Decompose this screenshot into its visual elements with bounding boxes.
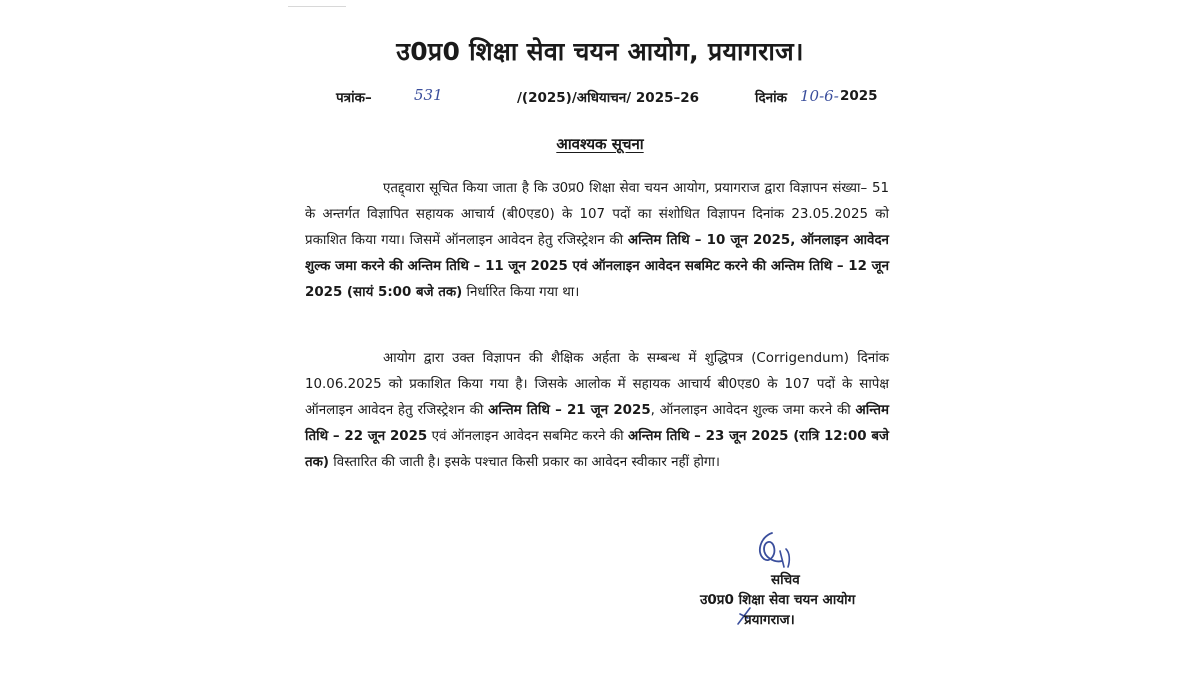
reference-label: पत्रांक– [336, 90, 372, 106]
paragraph-original-dates [305, 176, 889, 306]
subject-text: आवश्यक सूचना [556, 135, 644, 153]
fee-deadline: अन्तिम तिथि – 22 जून 2025 [305, 403, 889, 444]
paragraph2-text-3: एवं ऑनलाइन आवेदन सबमिट करने की [427, 429, 628, 444]
date-year: 2025 [840, 88, 878, 104]
paragraph2-text: आयोग द्वारा उक्त विज्ञापन की शैक्षिक अर्हता के सम्बन्ध में शुद्धिपत्र (Corrigendum) दिनांक 10.06.2025 को प्रकाशित किया गया है। जिसके आलोक में सहायक आचार्य बी0एड0 के 107 पदों के सापेक्ष ऑनलाइन आवेदन हेतु रजिस्ट्रेशन की [305, 351, 889, 418]
signatory-city: प्रयागराज। [744, 612, 795, 628]
paragraph-extended-dates [305, 346, 889, 476]
handwritten-signature [750, 527, 806, 575]
paragraph1-deadlines: अन्तिम तिथि – 10 जून 2025, ऑनलाइन आवेदन शुल्क जमा करने की अन्तिम तिथि – 11 जून 2025 एवं ऑनलाइन आवेदन सबमिट करने की अन्तिम तिथि – 12 जून 2025 (सायं 5:00 बजे तक) [305, 233, 889, 300]
paragraph2-text-2: , ऑनलाइन आवेदन शुल्क जमा करने की [650, 403, 856, 418]
reference-code: /(2025)/अधियाचन/ 2025–26 [517, 90, 700, 106]
document-title: उ0प्र0 शिक्षा सेवा चयन आयोग, प्रयागराज। [396, 37, 804, 66]
paragraph1-text: एतद्द्वारा सूचित किया जाता है कि उ0प्र0 शिक्षा सेवा चयन आयोग, प्रयागराज द्वारा विज्ञापन संख्या– 51 के अन्तर्गत विज्ञापित सहायक आचार्य (बी0एड0) के 107 पदों का संशोधित विज्ञापन दिनांक 23.05.2025 को प्रकाशित किया गया। जिसमें ऑनलाइन आवेदन हेतु रजिस्ट्रेशन की [305, 181, 889, 248]
registration-deadline: अन्तिम तिथि – 21 जून 2025 [488, 403, 651, 418]
date-label: दिनांक [755, 90, 788, 106]
reference-row [0, 88, 1200, 112]
date-handwritten: 10-6- [800, 87, 839, 105]
submission-deadline: अन्तिम तिथि – 23 जून 2025 (रात्रि 12:00 बजे तक) [305, 429, 889, 470]
signatory-organization: उ0प्र0 शिक्षा सेवा चयन आयोग [700, 592, 856, 608]
paragraph1-ending: निर्धारित किया गया था। [462, 285, 580, 300]
paragraph2-ending: विस्तारित की जाती है। इसके पश्चात किसी प्रकार का आवेदन स्वीकार नहीं होगा। [329, 455, 721, 470]
reference-number-handwritten: 531 [414, 86, 443, 104]
subject-heading [0, 134, 1200, 154]
scan-edge-line [288, 6, 346, 7]
signatory-designation: सचिव [771, 572, 800, 588]
